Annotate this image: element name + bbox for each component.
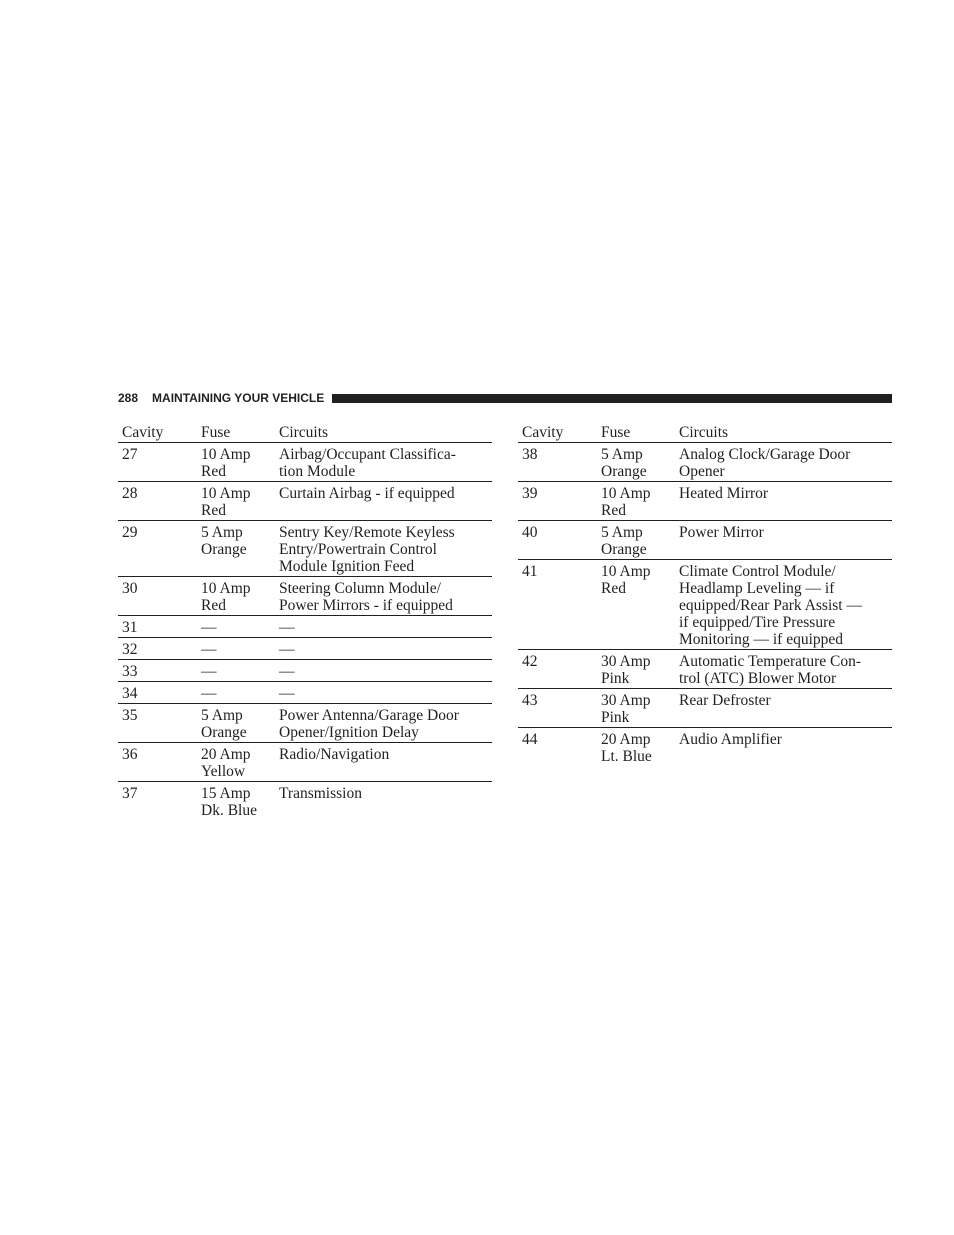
fuse-line: 15 Amp bbox=[201, 785, 251, 802]
table-row bbox=[118, 682, 492, 704]
circuits-line: Transmission bbox=[279, 785, 362, 802]
cavity-cell: 35 bbox=[122, 707, 138, 724]
cavity-cell: 30 bbox=[122, 580, 138, 597]
circuits-line: — bbox=[279, 663, 295, 680]
table-row bbox=[118, 743, 492, 782]
fuse-line: 10 Amp bbox=[201, 485, 251, 502]
cavity-cell: 38 bbox=[522, 446, 538, 463]
fuse-line: Orange bbox=[201, 541, 247, 558]
circuits-line: Power Antenna/Garage Door bbox=[279, 707, 459, 724]
column-header-fuse: Fuse bbox=[201, 424, 231, 441]
fuse-cell bbox=[197, 682, 275, 704]
table-row bbox=[118, 577, 492, 616]
circuits-cell bbox=[675, 560, 892, 650]
column-header-circuits: Circuits bbox=[279, 424, 329, 441]
cavity-cell: 29 bbox=[122, 524, 138, 541]
circuits-line: Opener/Ignition Delay bbox=[279, 724, 419, 741]
fuse-line: — bbox=[201, 619, 217, 636]
table-row bbox=[518, 689, 892, 728]
circuits-line: Headlamp Leveling — if bbox=[679, 580, 835, 597]
table-row bbox=[518, 728, 892, 767]
table-body bbox=[118, 443, 492, 821]
fuse-line: 10 Amp bbox=[201, 446, 251, 463]
circuits-line: Climate Control Module/ bbox=[679, 563, 836, 580]
circuits-line: Heated Mirror bbox=[679, 485, 769, 502]
fuse-cell bbox=[197, 577, 275, 616]
cavity-cell: 33 bbox=[122, 663, 138, 680]
table-row bbox=[118, 616, 492, 638]
fuse-cell bbox=[597, 689, 675, 728]
circuits-line: Audio Amplifier bbox=[679, 731, 782, 748]
page-number: 288 bbox=[118, 391, 139, 405]
fuse-line: 5 Amp bbox=[201, 524, 243, 541]
table-body bbox=[518, 443, 892, 767]
circuits-cell bbox=[275, 743, 492, 782]
circuits-cell bbox=[275, 682, 492, 704]
circuits-cell bbox=[675, 443, 892, 482]
circuits-line: — bbox=[279, 641, 295, 658]
fuse-line: 10 Amp bbox=[601, 563, 651, 580]
table-row bbox=[118, 482, 492, 521]
fuse-cell bbox=[197, 521, 275, 577]
cavity-cell: 36 bbox=[122, 746, 138, 763]
circuits-cell bbox=[675, 521, 892, 560]
column-header-cavity: Cavity bbox=[522, 424, 564, 441]
circuits-line: trol (ATC) Blower Motor bbox=[679, 670, 837, 687]
column-header-fuse: Fuse bbox=[601, 424, 631, 441]
cavity-cell: 43 bbox=[522, 692, 538, 709]
fuse-cell bbox=[197, 782, 275, 821]
fuse-line: Pink bbox=[601, 670, 630, 687]
column-header-circuits: Circuits bbox=[679, 424, 729, 441]
fuse-line: Red bbox=[201, 502, 226, 519]
circuits-line: — bbox=[279, 685, 295, 702]
table-header-row bbox=[118, 423, 492, 443]
fuse-line: Orange bbox=[601, 541, 647, 558]
circuits-line: Sentry Key/Remote Keyless bbox=[279, 524, 455, 541]
circuits-line: Monitoring — if equipped bbox=[679, 631, 844, 648]
fuse-cell bbox=[597, 521, 675, 560]
fuse-table-right bbox=[518, 423, 892, 766]
circuits-cell bbox=[275, 660, 492, 682]
fuse-cell bbox=[197, 743, 275, 782]
cavity-cell: 28 bbox=[122, 485, 138, 502]
circuits-line: Rear Defroster bbox=[679, 692, 771, 709]
circuits-line: Curtain Airbag - if equipped bbox=[279, 485, 455, 502]
circuits-line: Automatic Temperature Con- bbox=[679, 653, 861, 670]
fuse-line: Yellow bbox=[201, 763, 246, 780]
table-row bbox=[518, 521, 892, 560]
fuse-line: Orange bbox=[201, 724, 247, 741]
circuits-cell bbox=[675, 689, 892, 728]
table-header-row bbox=[518, 423, 892, 443]
table-row bbox=[518, 443, 892, 482]
circuits-line: tion Module bbox=[279, 463, 356, 480]
circuits-cell bbox=[275, 782, 492, 821]
table-row bbox=[518, 650, 892, 689]
fuse-line: Dk. Blue bbox=[201, 802, 257, 819]
circuits-cell bbox=[275, 482, 492, 521]
cavity-cell: 41 bbox=[522, 563, 538, 580]
cavity-cell: 34 bbox=[122, 685, 138, 702]
cavity-cell: 31 bbox=[122, 619, 138, 636]
page-header bbox=[118, 390, 892, 406]
fuse-cell bbox=[197, 660, 275, 682]
circuits-cell bbox=[275, 704, 492, 743]
table-row bbox=[118, 782, 492, 821]
fuse-line: Red bbox=[201, 597, 226, 614]
fuse-cell bbox=[597, 728, 675, 767]
cavity-cell: 40 bbox=[522, 524, 538, 541]
fuse-line: Red bbox=[601, 502, 626, 519]
column-header-cavity: Cavity bbox=[122, 424, 164, 441]
cavity-cell: 37 bbox=[122, 785, 138, 802]
circuits-cell bbox=[275, 638, 492, 660]
cavity-cell: 27 bbox=[122, 446, 138, 463]
fuse-cell bbox=[197, 482, 275, 521]
circuits-line: Analog Clock/Garage Door bbox=[679, 446, 851, 463]
circuits-line: Power Mirror bbox=[679, 524, 764, 541]
fuse-line: Red bbox=[201, 463, 226, 480]
circuits-line: if equipped/Tire Pressure bbox=[679, 614, 836, 631]
fuse-cell bbox=[197, 638, 275, 660]
table-row bbox=[518, 482, 892, 521]
fuse-line: 20 Amp bbox=[201, 746, 251, 763]
table-row bbox=[518, 560, 892, 650]
fuse-line: 30 Amp bbox=[601, 692, 651, 709]
fuse-line: Pink bbox=[601, 709, 630, 726]
fuse-line: 10 Amp bbox=[601, 485, 651, 502]
table-row bbox=[118, 521, 492, 577]
fuse-table-left bbox=[118, 423, 492, 820]
circuits-line: Radio/Navigation bbox=[279, 746, 390, 763]
fuse-line: Orange bbox=[601, 463, 647, 480]
fuse-line: 5 Amp bbox=[601, 524, 643, 541]
fuse-cell bbox=[597, 560, 675, 650]
section-title: MAINTAINING YOUR VEHICLE bbox=[152, 391, 325, 405]
fuse-line: — bbox=[201, 641, 217, 658]
fuse-cell bbox=[597, 482, 675, 521]
table-row bbox=[118, 660, 492, 682]
fuse-line: 30 Amp bbox=[601, 653, 651, 670]
circuits-line: — bbox=[279, 619, 295, 636]
fuse-line: — bbox=[201, 685, 217, 702]
fuse-line: 5 Amp bbox=[201, 707, 243, 724]
circuits-line: Power Mirrors - if equipped bbox=[279, 597, 453, 614]
fuse-cell bbox=[597, 650, 675, 689]
circuits-line: Module Ignition Feed bbox=[279, 558, 415, 575]
circuits-cell bbox=[675, 728, 892, 767]
circuits-line: Steering Column Module/ bbox=[279, 580, 441, 597]
fuse-line: — bbox=[201, 663, 217, 680]
fuse-line: Red bbox=[601, 580, 626, 597]
fuse-cell bbox=[197, 704, 275, 743]
table-row bbox=[118, 704, 492, 743]
fuse-line: 5 Amp bbox=[601, 446, 643, 463]
circuits-cell bbox=[275, 616, 492, 638]
circuits-line: equipped/Rear Park Assist — bbox=[679, 597, 862, 614]
cavity-cell: 42 bbox=[522, 653, 538, 670]
cavity-cell: 44 bbox=[522, 731, 538, 748]
table-row bbox=[118, 443, 492, 482]
cavity-cell: 39 bbox=[522, 485, 538, 502]
fuse-line: 10 Amp bbox=[201, 580, 251, 597]
circuits-cell bbox=[275, 443, 492, 482]
circuits-line: Airbag/Occupant Classifica- bbox=[279, 446, 456, 463]
circuits-cell bbox=[675, 482, 892, 521]
table-row bbox=[118, 638, 492, 660]
header-rule bbox=[332, 394, 892, 403]
circuits-line: Entry/Powertrain Control bbox=[279, 541, 437, 558]
circuits-cell bbox=[675, 650, 892, 689]
fuse-line: Lt. Blue bbox=[601, 748, 652, 765]
circuits-cell bbox=[275, 521, 492, 577]
fuse-cell bbox=[597, 443, 675, 482]
circuits-cell bbox=[275, 577, 492, 616]
cavity-cell: 32 bbox=[122, 641, 138, 658]
fuse-cell bbox=[197, 616, 275, 638]
fuse-cell bbox=[197, 443, 275, 482]
fuse-line: 20 Amp bbox=[601, 731, 651, 748]
circuits-line: Opener bbox=[679, 463, 725, 480]
